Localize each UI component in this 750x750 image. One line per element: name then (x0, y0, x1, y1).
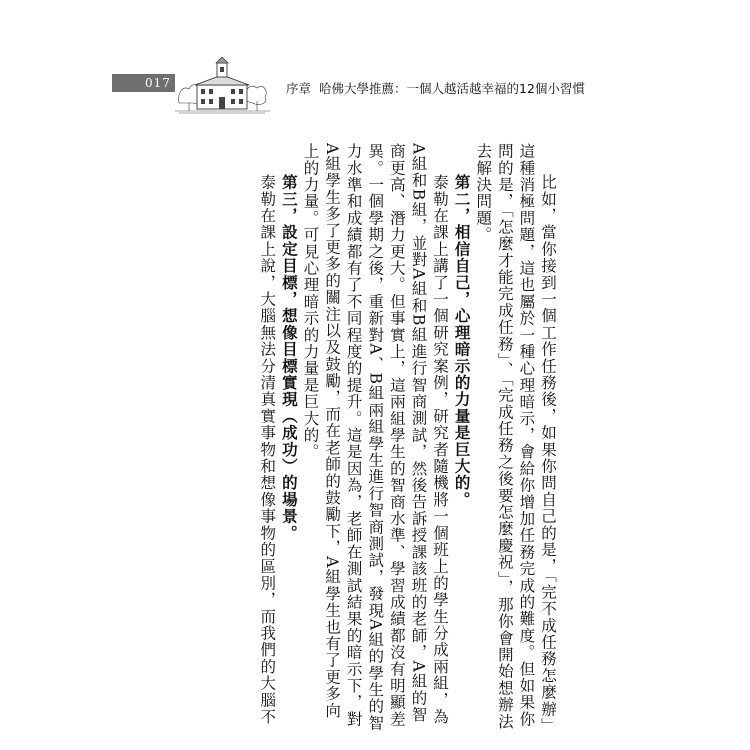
running-head (286, 79, 585, 97)
section-heading-2: 第二，相信自己，心理暗示的力量是巨大的。 (452, 174, 471, 508)
body-paragraph-3: 泰勒在課上說，大腦無法分清真實事物和想像事物的區別，而我們的大腦不 (258, 174, 277, 726)
building-engraving-icon (175, 55, 270, 115)
body-paragraph-1: 比如，當你接到一個工作任務後，如果你問自己的是，「完不成任務怎麼辦」這種消極問題，這也屬於一種心理暗示，會給你增加任務完成的難度。但如果你問的是，「怎麼才能完成任務」、「完成任務之後要怎麼慶祝」，那你會開始想辦法去解決問題。 (474, 143, 557, 730)
vertical-text-body (253, 143, 558, 733)
chapter-title: 哈佛大學推薦：一個人越活越幸福的12個小習慣 (319, 81, 585, 96)
chapter-label: 序章 (286, 81, 312, 96)
body-paragraph-2: 泰勒在課上講了一個研究案例，研究者隨機將一個班上的學生分成兩組，為A組和B組，並對A組和B組進行智商測試，然後告訴授課該班的老師，A組的智商更高、潛力更大。但事實上，這兩組學生的智商水準、學習成績都沒有明顯差異。一個學期之後，重新對A、B組兩組學生進行智商測試，發現A組的學生的智力水準和成績都有了不同程度的提升。這是因為，老師在測試結果的暗示下，對A組學生多了更多的關注以及鼓勵，而在老師的鼓勵下，A組學生也有了更多向上的力量。可見心理暗示的力量是巨大的。 (301, 143, 450, 732)
page-number: 017 (145, 76, 171, 90)
section-heading-3: 第三，設定目標，想像目標實現（成功）的場景。 (279, 174, 298, 542)
